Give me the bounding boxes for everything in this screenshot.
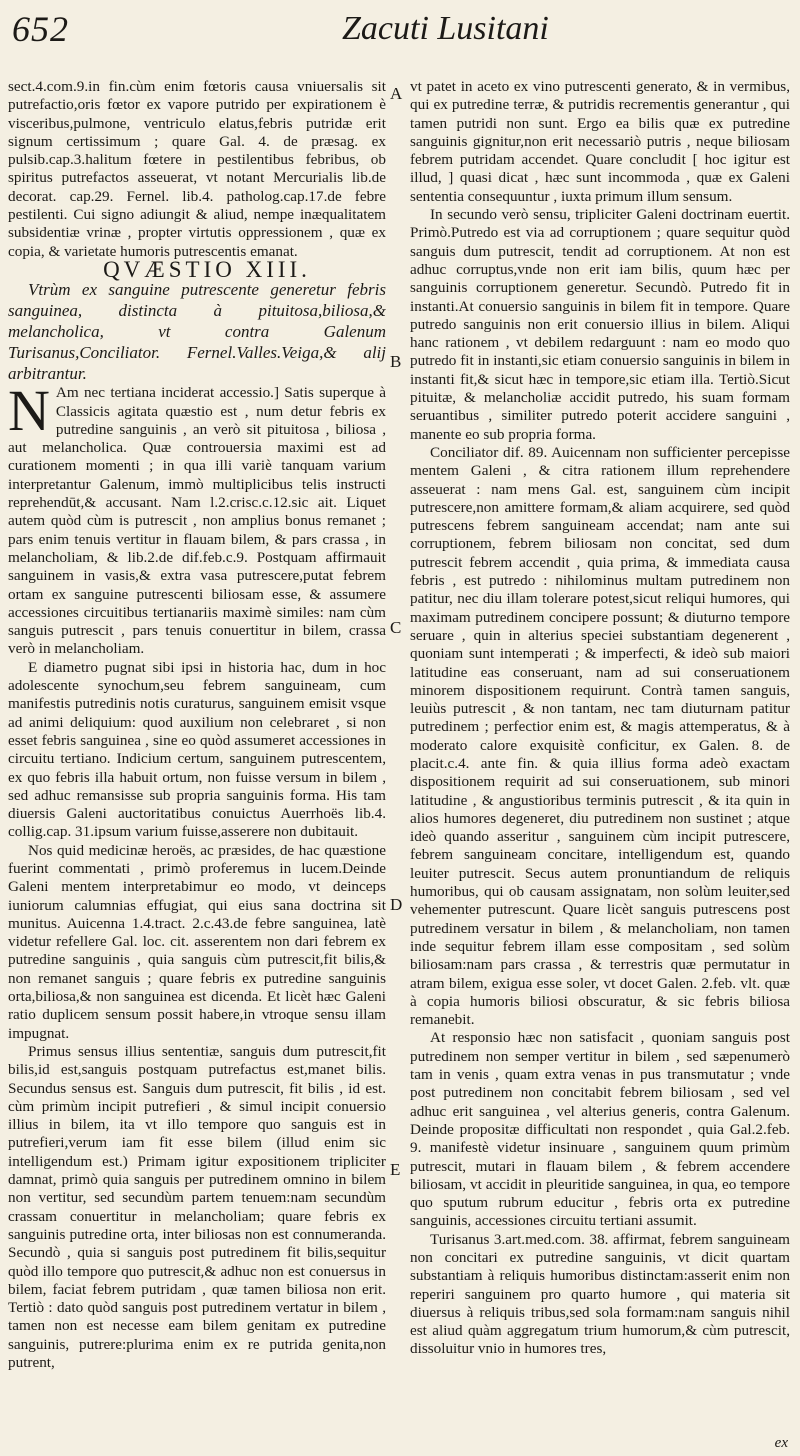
quaestio-heading: QVÆSTIO XIII.	[103, 256, 311, 282]
left-paragraph-1	[8, 378, 386, 658]
left-column	[8, 78, 386, 1448]
right-paragraph-2: Conciliator dif. 89. Auicennam non sufficienter percepisse mentem Galeni , & citra rationem illum reprehendere asseuerat : nam mens Gal. est, sanguinem cùm incipit putrescere,non amittere formam,& aliam acquirere, sed quòd putrescens febrem sanguineam accendat; nam ante sui corruptionem, febrem biliosam non concitat, sed dum putrescit febrem accendit , quia prima, & immediata causa febris , est putredo : nihilominus multam putredinem non patitur, nec diu illam tolerare potest,sicut reliqui humores, qui maximam putredinem concipere possunt; & diuturno tempore seruare , quin in alterius speciei substantiam degenerent , quoniam sunt intemperati ; & imperfecti, & ideò sub maiori latitudine eas conseruant, nam ad sui conseruationem minorem dispositionem requirunt. Contrà tamen sanguis, leuiùs putrescit , & non tantam, nec tam diuturnam patitur putredinem ; perfectior enim est, & magis attemperatus, & à moderato calore exquisitè conficitur, ex Galen. 8. de placit.c.4. ante fin. & quia illius forma adeò exactam dispositionem requirit ad sui conseruationem, sub minori latitudine , & angustioribus terminis putrescit , & ita quin in alios humores degeneret, diu putredinem non sustinet ; atque ideò quando asseritur , sanguinem cùm incipit putrescere, febrem sanguineam concitare, intelligendum est, quando leuiter putrescit. Secus autem pronuntiandum de reliquis humoribus, qui ob causam assignatam, non solùm leuiter,sed vehementer putrescunt. Quare licèt sanguis putrescens post putredinem versatur in bilem , & melancholiam, non tamen inde sequitur febrem illam esse compositam , sed solùm biliosam:nam pars crassa , & terrestris quæ permutatur in atram bilem, exigua esse soler, vt docet Galen. 2.feb. vlt. quæ à copia humoris biliosi obscuratur, & sic febris biliosa remanebit.	[410, 443, 790, 1029]
left-paragraph-0: sect.4.com.9.in fin.cùm enim fœtoris causa vniuersalis sit putrefactio,oris fœtor ex vapore putrido per expirationem è visceribus,pulmone, ventriculo elatus,febris putridæ erit signum certissimum ; quare Gal. 4. de præsag. ex pulsib.cap.3.halitum fœtere in pestilentibus febribus, ob spiritus putrefactos asseuerat, vt notant Mercurialis lib.de decorat. cap.29. Fernel. lib.4. patholog.cap.17.de febre pestilenti. Cui signo adiungit & aliud, nempe inæqualitatem subsidentiæ vrinæ , propter virtutis oppressionem , quæ ex copia, & varietate humoris putrescentis emanat.	[8, 78, 386, 260]
drop-cap: N	[8, 378, 50, 444]
right-paragraph-1: In secundo verò sensu, tripliciter Galeni doctrinam euertit. Primò.Putredo est via ad corruptionem ; quare sequitur quòd sanguis dum putrescit, tendit ad corruptionem. At non est adhuc corruptus,vnde non erit iam bilis, quum hæc per sanguinis corruptionem generetur. Secundò. Putredo fit in instanti.At conuersio sanguinis in bilem fit in tempore. Quare putredo sanguinis non erit conuersio illius in bilem. Aliqui hanc rationem , vt debilem redarguunt : nam eo modo quo putredo fit in instanti,sic etiam conuersio sanguinis in bilem in instanti fit,& sicut hæc in tempore,sic etiam illa. Tertiò.Sicut pituitæ, & melancholiæ accidit putredo, his suam formam seruantibus , similiter putredo poterit accidere sanguini , manente eo sub propria forma.	[410, 206, 790, 443]
left-paragraph-1-text: Am nec tertiana inciderat accessio.] Satis superque à Classicis agitata quæstio est , num detur febris ex putredine sanguinis , an verò sit pituitosa , biliosa , aut melancholica. Quæ controuersia maximi est ad curationem momenti ; in qua illi variè tanquam varium interpretantur Galenum, immò multiplicibus telis instructi reprehendūt,& accusant. Nam l.2.crisc.c.12.sic ait. Liquet autem quòd cùm is putrescit , non amplius bonus remanet ; pars enim tenuis vertitur in flauam bilem, & pars crassa , in melancholiam, & lib.2.de dif.feb.c.9. Postquam affirmauit sanguinem in vasis,& extra vasa putrescere,putat febrem ortam ex sanguine putrescenti biliosam esse, & assumere accessiones circuitibus tertianariis maximè similes: nam cùm sanguis putrescit , pars tenuis conuertitur in bilem, crassa verò in melancholiam.	[8, 384, 386, 658]
right-column	[410, 78, 790, 1433]
page-header	[12, 8, 788, 60]
right-paragraph-0: vt patet in aceto ex vino putrescenti generato, & in vermibus, qui ex putredine terræ, & putridis recrementis generantur , qui tamen putridi non sunt. Ergo ea bilis quæ ex putredine sanguinis gignitur,non erit necessariò putris , neque biliosam febrem putridam accendet. Quare concludit [ hoc igitur est illud, ] quasi dicat , hæc sunt incommoda , quæ ex Galeni sententia consequuntur , iuxta primum illum sensum.	[410, 78, 790, 205]
left-paragraph-4: Primus sensus illius sententiæ, sanguis dum putrescit,fit bilis,id est,sanguis postquam putrefactus est,manet bilis. Secundus sensus est. Sanguis dum putrescit, fit bilis , id est. cùm primùm incipit putrefieri , & simul incipit conuersio illius in bilem, ita vt illo tempore quo sanguis est in putrefieri,verum iam fit esse bilem (illud enim sic intelligendum est.) Primam igitur expositionem tripliciter damnat, primò quia sanguis per putredinem omnino in bilem non vertitur, sed secundùm partem tenuem:nam secundùm crassam conuertitur in melancholiam; quare febris ex sanguinis putredine orta, inter biliosas non est connumeranda. Secundò , quia si sanguis post putredinem fit bilis,sequitur quòd illo tempore quo putrescit,& adhuc non est conuersus in bilem, faciat febrem putridam , quæ tamen biliosa non erit. Tertiò : dato quòd sanguis post putredinem vertatur in bilem , tamen non est necesse eam bilem genitam ex putredine sanguinis, putrere:plurima enim ex re putrida genita,non putrent,	[8, 1042, 386, 1371]
catchword: ex	[774, 1435, 788, 1451]
right-paragraph-4: Turisanus 3.art.med.com. 38. affirmat, febrem sanguineam non concitari ex putredine sanguinis, vt dicit quartam substantiam à reliquis humoribus distinctam:asserit enim non reperiri sanguinem pro quarto humore , qui materia sit diuersus à reliquis tribus,sed sola formam:nam sanguis nihil est aliud quàm aggregatum trium humorum,& cùm putrescit, dissoluitur vnio in humores tres,	[410, 1230, 790, 1358]
margin-letter-c: C	[390, 618, 402, 637]
running-title: Zacuti Lusitani	[342, 10, 549, 47]
page-number: 652	[12, 9, 69, 49]
quaestio-title: Vtrùm ex sanguine putrescente generetur febris sanguinea, distincta à pituitosa,biliosa,& melancholica, vt contra Galenum Turisanus,Conciliator. Fernel.Valles.Veiga,& alij arbitrantur.	[8, 280, 386, 384]
margin-letter-e: E	[390, 1160, 401, 1179]
margin-letter-b: B	[390, 352, 402, 371]
margin-letter-a: A	[390, 84, 403, 103]
left-paragraph-2: E diametro pugnat sibi ipsi in historia hac, dum in hoc adolescente synochum,seu febrem sanguineam, cum manifestis putredinis notis curaturus, sanguinem emisit vsque ad animi deliquium: quod auxilium non celebraret , si non esset febris sanguinea , sine eo quòd assumeret accessiones in circuitu tertiano. Indicium certum, sanguinem putrescentem, ex quo febris illa habuit ortum, non fuisse versum in bilem , sed adhuc remansisse sub propria sanguinis forma. His tam diuersis Galeni auctoritatibus conuictus Auerrhoës lib.4. collig.cap. 31.ipsum varium fuisse,asserere non dubitauit.	[8, 658, 386, 841]
left-paragraph-3: Nos quid medicinæ heroës, ac præsides, de hac quæstione fuerint commentati , primò proferemus in lucem.Deinde Galeni mentem interpretabimur eo modo, vt deinceps iuniorum calumnias effugiat, qui eius sana doctrina sit munitus. Auicenna 1.4.tract. 2.c.43.de febre sanguinea, latè videtur refellere Gal. loc. cit. asserentem non dari febrem ex putredine sanguinis , quia sanguis cùm putrescit,fit bilis,& non remanet sanguis ; quare febris ex putredine sanguinis orta,biliosa,& non sanguinea est dicenda. Et licèt hæc Galeni ratio duplicem sensum possit habere,in vtroque sensu illam impugnat.	[8, 841, 386, 1042]
margin-letter-d: D	[390, 895, 403, 914]
right-paragraph-3: At responsio hæc non satisfacit , quoniam sanguis post putredinem non semper vertitur in bilem , sed sæpenumerò tam in venis , quam extra venas in pus transmutatur ; vnde post putredinem non concitabit febrem biliosam , sed vel adhuc erit sanguinea , vel alterius generis, contra Galenum. Deinde propositæ difficultati non respondet , quia Gal.2.feb. 9. manifestè videtur insinuare , sanguinem quum primùm putrescit, mutari in flauam bilem , & febrem accendere biliosam, vt accidit in pleuritide sanguinea, in qua, eo tempore quo sputum rubrum educitur , febris orta ex putredine sanguinis, accessiones circuitu tertiani assumit.	[410, 1029, 790, 1230]
